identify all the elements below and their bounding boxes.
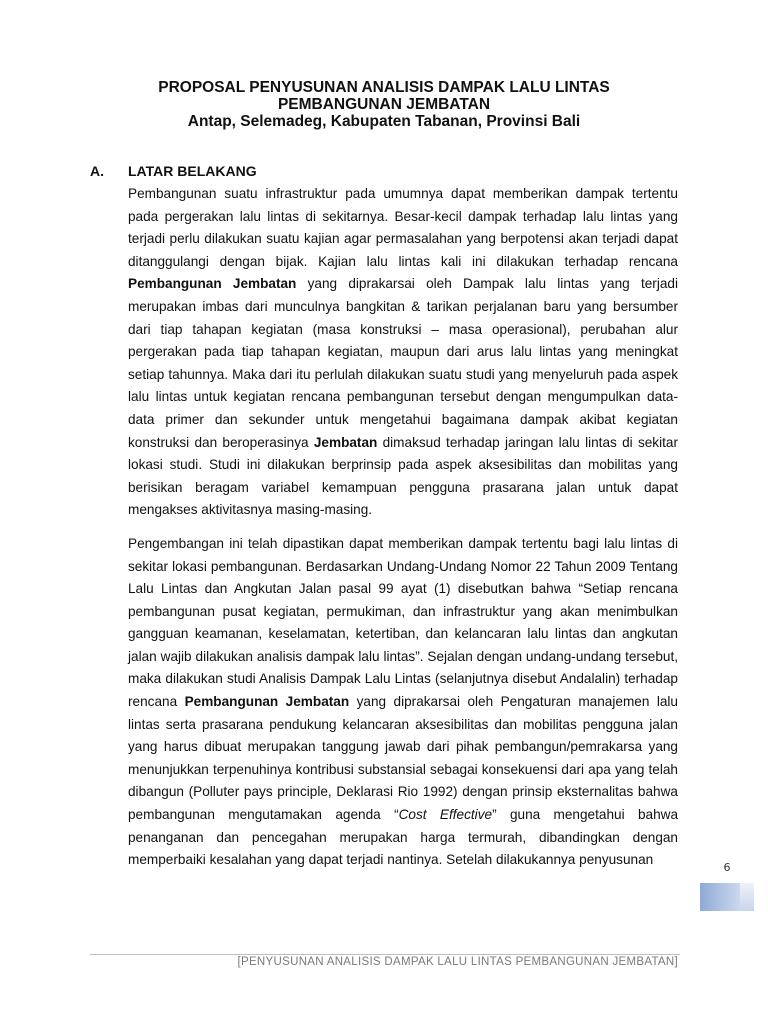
title-line-1: PROPOSAL PENYUSUNAN ANALISIS DAMPAK LALU LINTAS — [158, 79, 610, 96]
footer-running-title: [PENYUSUNAN ANALISIS DAMPAK LALU LINTAS PEMBANGUNAN JEMBATAN] — [237, 956, 678, 968]
paragraph-2 — [128, 533, 678, 872]
page-number: 6 — [723, 861, 731, 874]
paragraph-1-bold-1: Pembangunan Jembatan — [128, 276, 297, 292]
paragraph-1-text-2: yang diprakarsai oleh Dampak lalu lintas yang terjadi merupakan imbas dari munculnya bangkitan & tarikan perjalanan baru yang bersumber dari tiap tahapan kegiatan (masa konstruksi – masa operasional), perubahan alur pergerakan pada tiap tahapan kegiatan, maupun dari arus lalu lintas yang meningkat setiap tahunnya. Maka dari itu perlulah dilakukan suatu studi yang menyeluruh pada aspek lalu lintas untuk kegiatan rencana pembangunan tersebut dengan mengumpulkan data-data primer dan sekunder untuk mengetahui bagaimana dampak akibat kegiatan konstruksi dan beroperasinya — [128, 276, 678, 450]
section-body — [128, 183, 678, 872]
footer-divider — [90, 954, 680, 955]
paragraph-1-bold-2: Jembatan — [313, 434, 378, 450]
paragraph-2-italic-1: Cost Effective — [398, 807, 493, 823]
document-title — [90, 79, 678, 130]
paragraph-1-text-1: Pembangunan suatu infrastruktur pada umumnya dapat memberikan dampak tertentu pada pergerakan lalu lintas di sekitarnya. Besar-kecil dampak terhadap lalu lintas yang terjadi perlu dilakukan suatu kajian agar permasalahan yang berpotensi akan terjadi dapat ditanggulangi dengan bijak. Kajian lalu lintas kali ini dilakukan terhadap rencana — [128, 186, 678, 269]
title-line-2: PEMBANGUNAN JEMBATAN — [277, 96, 491, 113]
paragraph-2-bold-1: Pembangunan Jembatan — [184, 694, 350, 710]
title-line-3: Antap, Selemadeg, Kabupaten Tabanan, Provinsi Bali — [187, 113, 581, 130]
paragraph-2-text-3: ” guna mengetahui bahwa penanganan dan pencegahan merupakan harga termurah, dibandingkan dengan memperbaiki kesalahan yang dapat terjadi nantinya. Setelah dilakukannya penyusunan — [128, 807, 679, 868]
section-number: A. — [90, 163, 104, 179]
page-tab-decoration — [700, 883, 754, 911]
paragraph-1 — [128, 183, 678, 522]
paragraph-2-text-2: yang diprakarsai oleh Pengaturan manajemen lalu lintas serta prasarana pendukung kelancaran aksesibilitas dan mobilitas pengguna jalan yang harus dibuat merupakan tanggung jawab dari pihak pembangun/pemrakarsa yang menunjukkan terpenuhinya kontribusi substansial sebagai konsekuensi dari apa yang telah dibangun (Polluter pays principle, Deklarasi Rio 1992) dengan prinsip eksternalitas bahwa pembangunan mengutamakan agenda “ — [128, 694, 678, 823]
paragraph-1-text-3: dimaksud terhadap jaringan lalu lintas di sekitar lokasi studi. Studi ini dilakukan berprinsip pada aspek aksesibilitas dan mobilitas yang berisikan beragam variabel kemampuan pengguna prasarana jalan untuk dapat mengakses aktivitasnya masing-masing. — [128, 434, 678, 518]
section-label: LATAR BELAKANG — [128, 163, 257, 179]
paragraph-2-text-1: Pengembangan ini telah dipastikan dapat memberikan dampak tertentu bagi lalu lintas di sekitar lokasi pembangunan. Berdasarkan Undang-Undang Nomor 22 Tahun 2009 Tentang Lalu Lintas dan Angkutan Jalan pasal 99 ayat (1) disebutkan bahwa “Setiap rencana pembangunan pusat kegiatan, permukiman, dan infrastruktur yang akan menimbulkan gangguan keamanan, keselamatan, ketertiban, dan kelancaran lalu lintas dan angkutan jalan wajib dilakukan analisis dampak lalu lintas”. Sejalan dengan undang-undang tersebut, maka dilakukan studi Analisis Dampak Lalu Lintas (selanjutnya disebut Andalalin) terhadap rencana — [128, 535, 678, 710]
